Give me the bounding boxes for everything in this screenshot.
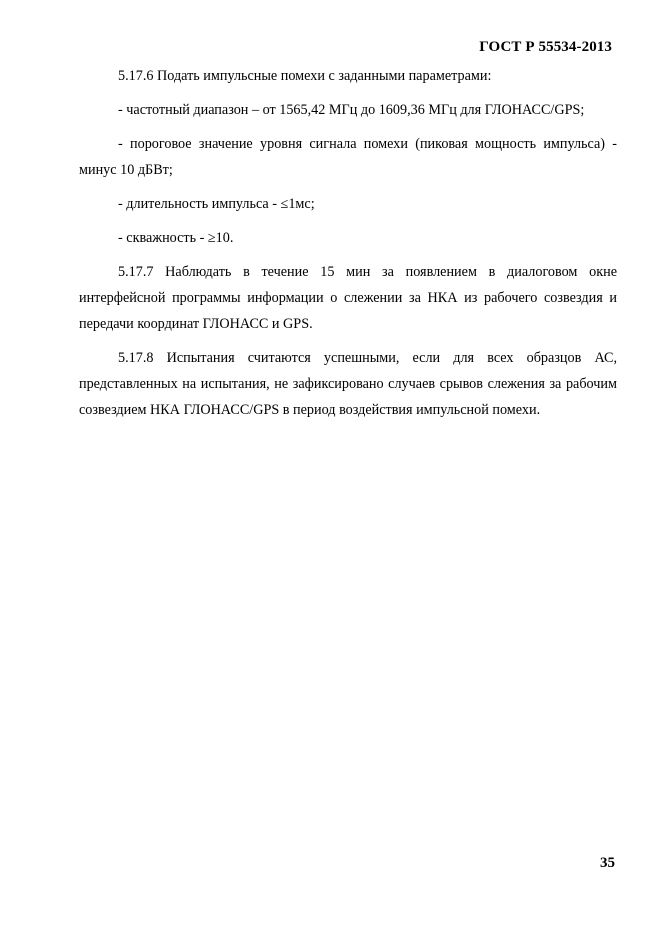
duty-cycle-item: - скважность - ≥10. [118,230,234,246]
threshold-level-item: - пороговое значение уровня сигнала помехи (пиковая мощность импульса) - минус 10 дБВт; [79,136,617,178]
pulse-duration-item: - длительность импульса - ≤1мс; [118,196,315,212]
frequency-range-item: - частотный диапазон – от 1565,42 МГц до 1609,36 МГц для ГЛОНАСС/GPS; [118,102,585,118]
paragraph-5-17-7: 5.17.7 Наблюдать в течение 15 мин за появлением в диалоговом окне интерфейсной программы информации о слежении за НКА из рабочего созвездия и передачи координат ГЛОНАСС и GPS. [79,264,617,332]
page-number: 35 [600,855,615,871]
standard-header: ГОСТ Р 55534-2013 [479,39,612,55]
paragraph-5-17-8: 5.17.8 Испытания считаются успешными, если для всех образцов АС, представленных на испытания, не зафиксировано случаев срывов слежения за рабочим созвездием НКА ГЛОНАСС/GPS в период воздействия импульсной помехи. [79,350,617,418]
paragraph-5-17-6: 5.17.6 Подать импульсные помехи с заданными параметрами: [118,68,492,84]
document-body [79,63,617,431]
